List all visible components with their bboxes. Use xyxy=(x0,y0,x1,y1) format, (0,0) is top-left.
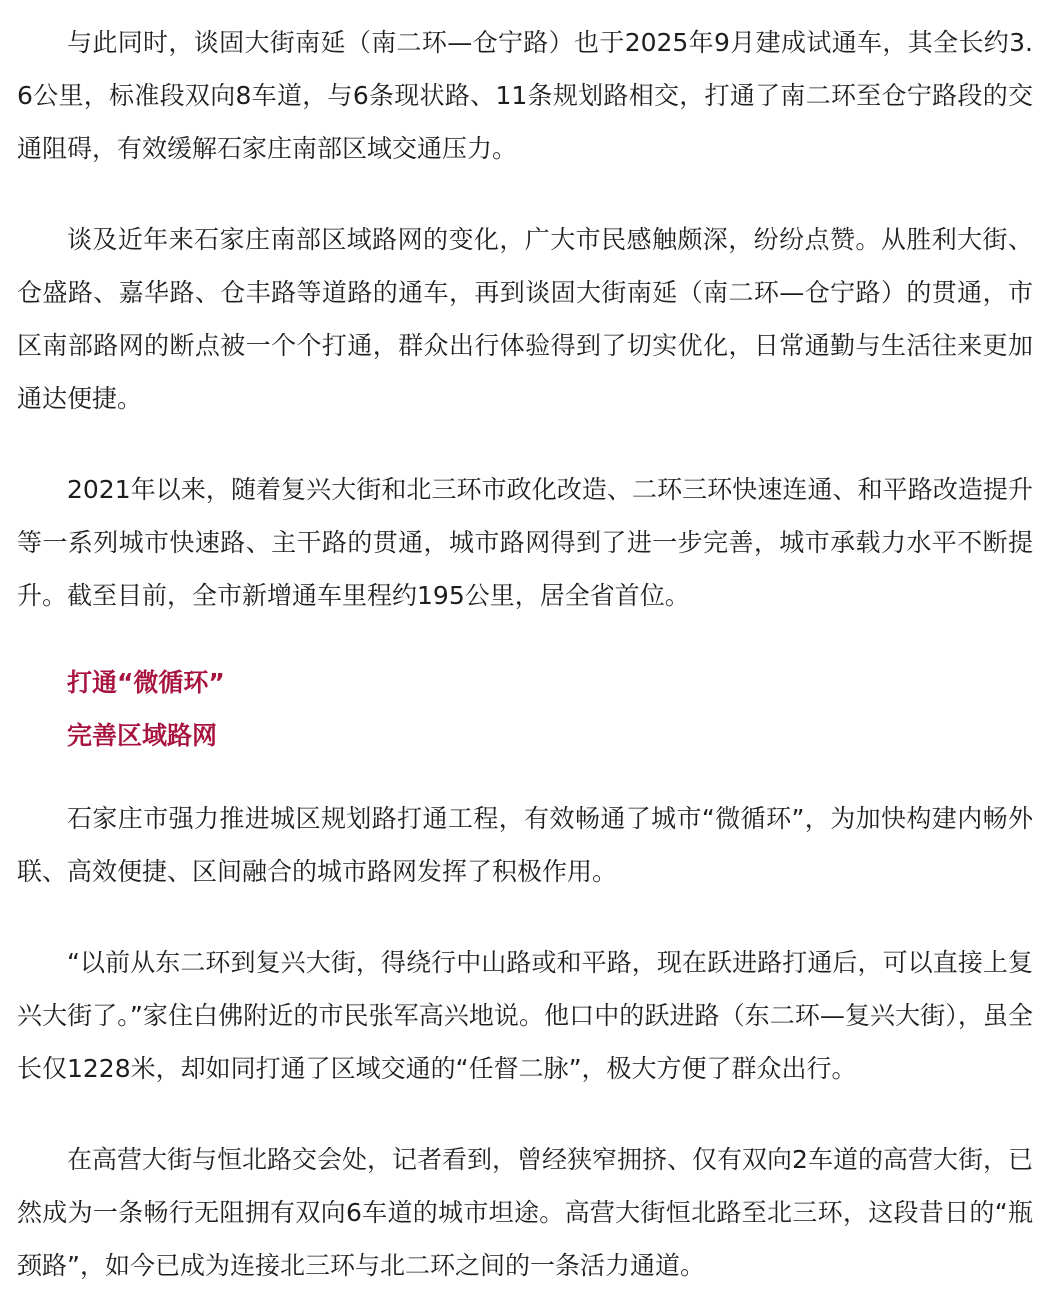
paragraph-road-network-progress: 2021年以来，随着复兴大街和北三环市政化改造、二环三环快速连通、和平路改造提升等一系列城市快速路、主干路的贯通，城市路网得到了进一步完善，城市承载力水平不断提升。截至目前，全市新增通车里程约195公里，居全省首位。 xyxy=(17,475,1033,610)
section-heading-line2: 完善区域路网 xyxy=(67,721,218,750)
paragraph-citizen-feedback: 谈及近年来石家庄南部区域路网的变化，广大市民感触颇深，纷纷点赞。从胜利大街、仓盛路、嘉华路、仓丰路等道路的通车，再到谈固大街南延（南二环—仓宁路）的贯通，市区南部路网的断点被一个个打通，群众出行体验得到了切实优化，日常通勤与生活往来更加通达便捷。 xyxy=(17,225,1033,413)
paragraph-micro-circulation: 石家庄市强力推进城区规划路打通工程，有效畅通了城市“微循环”，为加快构建内畅外联、高效便捷、区间融合的城市路网发挥了积极作用。 xyxy=(17,804,1033,886)
section-heading-line1: 打通“微循环” xyxy=(67,668,225,697)
section-heading xyxy=(17,656,1033,762)
paragraph-citizen-quote: “以前从东二环到复兴大街，得绕行中山路或和平路，现在跃进路打通后，可以直接上复兴大街了。”家住白佛附近的市民张军高兴地说。他口中的跃进路（东二环—复兴大街），虽全长仅1228米，却如同打通了区域交通的“任督二脉”，极大方便了群众出行。 xyxy=(17,948,1033,1083)
paragraph-gaoying-street: 在高营大街与恒北路交会处，记者看到，曾经狭窄拥挤、仅有双向2车道的高营大街，已然成为一条畅行无阻拥有双向6车道的城市坦途。高营大街恒北路至北三环，这段昔日的“瓶颈路”，如今已成为连接北三环与北二环之间的一条活力通道。 xyxy=(17,1145,1033,1280)
paragraph-tangu-extension: 与此同时，谈固大街南延（南二环—仓宁路）也于2025年9月建成试通车，其全长约3.6公里，标准段双向8车道，与6条现状路、11条规划路相交，打通了南二环至仓宁路段的交通阻碍，有效缓解石家庄南部区域交通压力。 xyxy=(17,28,1033,163)
